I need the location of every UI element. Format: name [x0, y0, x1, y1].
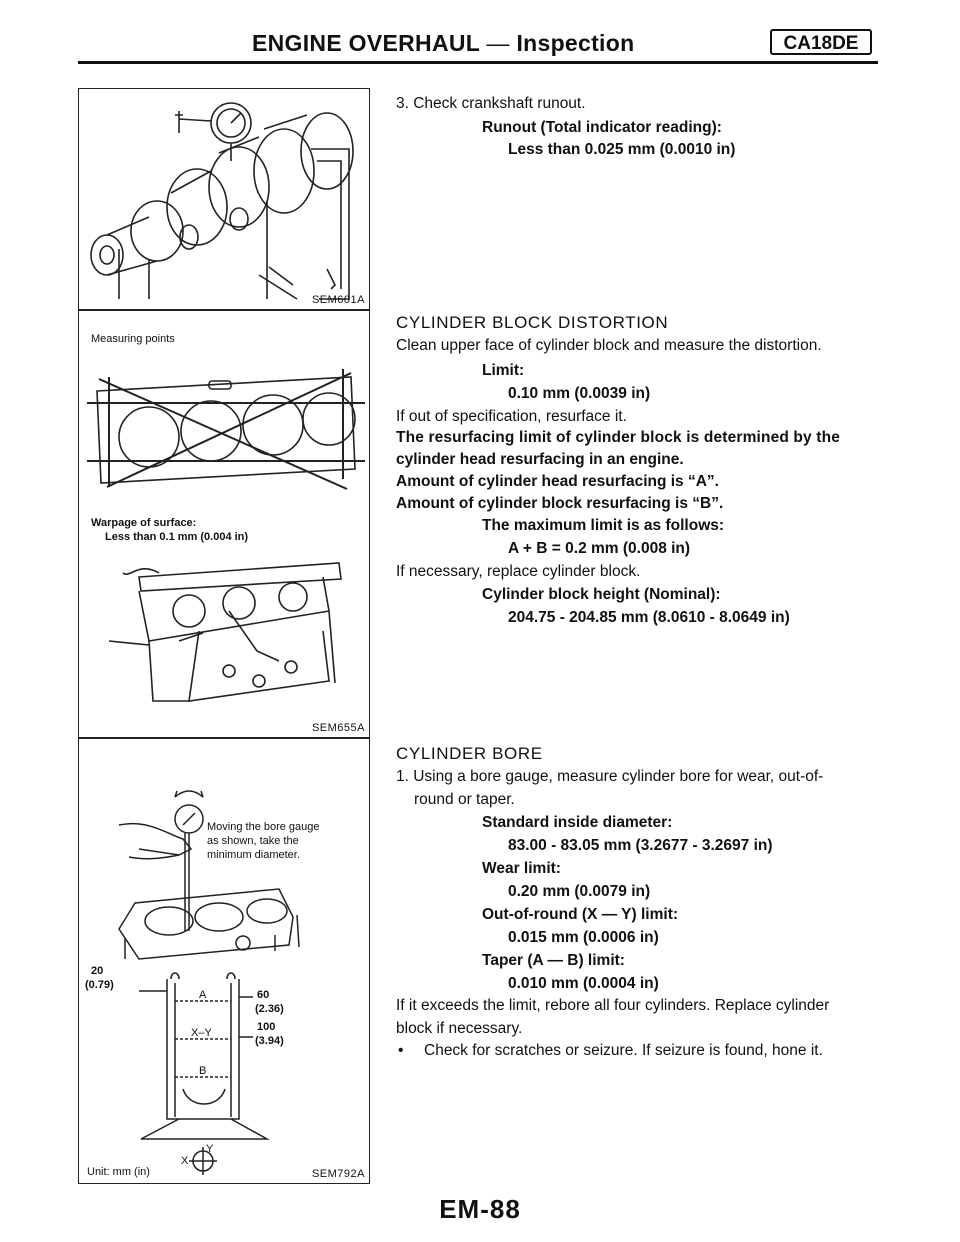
max-limit-label: The maximum limit is as follows: — [482, 517, 725, 534]
page-number: EM-88 — [439, 1194, 521, 1224]
bore-step-1a: 1. Using a bore gauge, measure cylinder bore for wear, out-of- — [396, 768, 824, 785]
measuring-points-label: Measuring points — [91, 333, 175, 345]
bore-gauge-illustration — [79, 739, 370, 1184]
out-of-round-value: 0.015 mm (0.0006 in) — [508, 929, 659, 946]
max-limit-value: A + B = 0.2 mm (0.008 in) — [508, 540, 691, 557]
dim-60: 60 — [257, 989, 270, 1001]
dim-20: 20 — [91, 965, 104, 977]
page-title — [252, 30, 634, 57]
distortion-limit-label: Limit: — [482, 362, 525, 379]
bullet: • — [398, 1042, 404, 1059]
bore-gauge-note-2: as shown, take the — [207, 835, 299, 847]
rebore-note-1: If it exceeds the limit, rebore all four cylinders. Replace cylinder — [396, 997, 830, 1014]
warpage-title: Warpage of surface: — [91, 517, 197, 529]
std-diameter-label: Standard inside diameter: — [482, 814, 673, 831]
label-a: A — [199, 989, 207, 1001]
std-diameter-value: 83.00 - 83.05 mm (3.2677 - 3.2697 in) — [508, 837, 773, 854]
runout-spec-label: Runout (Total indicator reading): — [482, 119, 722, 136]
figure-cylinder-bore — [78, 738, 370, 1184]
bore-heading: CYLINDER BORE — [396, 744, 543, 763]
label-b: B — [199, 1065, 207, 1077]
block-height-label: Cylinder block height (Nominal): — [482, 586, 721, 603]
replace-note: If necessary, replace cylinder block. — [396, 563, 641, 580]
bore-step-1b: round or taper. — [414, 791, 515, 808]
distortion-limit-value: 0.10 mm (0.0039 in) — [508, 385, 651, 402]
taper-value: 0.010 mm (0.0004 in) — [508, 975, 659, 992]
dim-20-in: (0.79) — [85, 979, 114, 991]
resurface-bold-2: cylinder head resurfacing in an engine. — [396, 451, 684, 468]
engine-code-badge: CA18DE — [770, 29, 872, 55]
taper-label: Taper (A — B) limit: — [482, 952, 625, 969]
dim-60-in: (2.36) — [255, 1003, 284, 1015]
warpage-value: Less than 0.1 mm (0.004 in) — [105, 531, 249, 543]
distortion-intro: Clean upper face of cylinder block and measure the distortion. — [396, 337, 822, 354]
label-x-y: X–Y — [191, 1027, 212, 1039]
bore-gauge-note-3: minimum diameter. — [207, 849, 300, 861]
label-x: X — [181, 1155, 189, 1167]
dim-100: 100 — [257, 1021, 276, 1033]
resurface-bold-1: The resurfacing limit of cylinder block is determined by the — [396, 429, 840, 446]
title-main: ENGINE OVERHAUL — [252, 30, 480, 56]
title-sub: Inspection — [516, 30, 635, 56]
distortion-heading: CYLINDER BLOCK DISTORTION — [396, 313, 669, 332]
runout-spec-value: Less than 0.025 mm (0.0010 in) — [508, 141, 736, 158]
scratch-check-note: Check for scratches or seizure. If seizure is found, hone it. — [424, 1042, 823, 1059]
resurface-bold-3: Amount of cylinder head resurfacing is “A”. — [396, 473, 719, 490]
rebore-note-2: block if necessary. — [396, 1020, 523, 1037]
figure-block-distortion — [78, 310, 370, 738]
wear-limit-label: Wear limit: — [482, 860, 561, 877]
header-rule — [78, 61, 878, 64]
resurface-bold-4: Amount of cylinder block resurfacing is “B”. — [396, 495, 724, 512]
label-y: Y — [206, 1143, 214, 1155]
resurface-note: If out of specification, resurface it. — [396, 408, 627, 425]
figure-code: SEM792A — [311, 1168, 365, 1180]
block-height-value: 204.75 - 204.85 mm (8.0610 - 8.0649 in) — [508, 609, 790, 626]
wear-limit-value: 0.20 mm (0.0079 in) — [508, 883, 651, 900]
title-dash: — — [486, 30, 510, 56]
figure-code: SEM601A — [311, 294, 365, 306]
figure-code: SEM655A — [311, 722, 365, 734]
unit-label: Unit: mm (in) — [87, 1166, 150, 1178]
crankshaft-step: 3. Check crankshaft runout. — [396, 95, 586, 112]
bore-gauge-note-1: Moving the bore gauge — [207, 821, 320, 833]
crankshaft-illustration — [79, 89, 370, 310]
out-of-round-label: Out-of-round (X — Y) limit: — [482, 906, 679, 923]
figure-crankshaft-runout — [78, 88, 370, 310]
dim-100-in: (3.94) — [255, 1035, 284, 1047]
